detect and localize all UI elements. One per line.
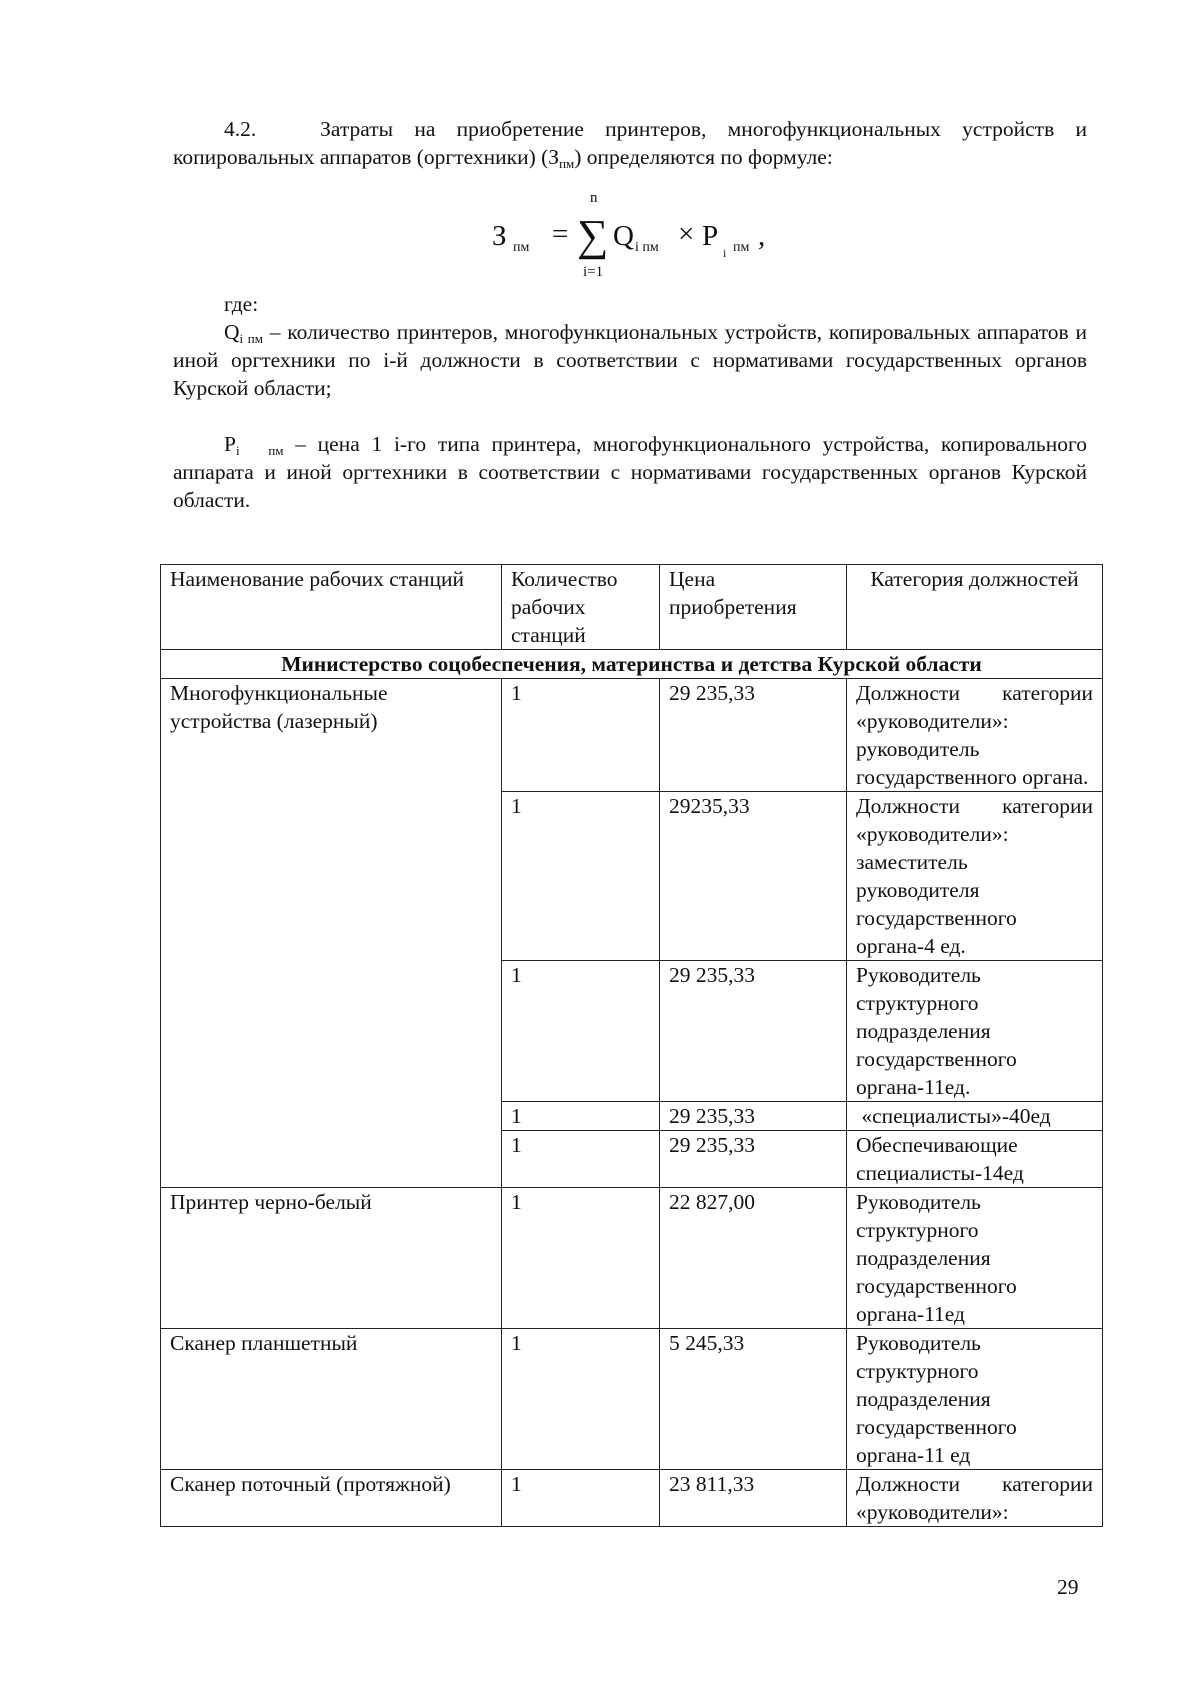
item-price: 29235,33 bbox=[660, 792, 847, 961]
formula-p-sub-pm: пм bbox=[733, 240, 750, 255]
def-p-sub: i пм bbox=[235, 443, 284, 458]
formula-p: P bbox=[702, 220, 719, 252]
header-quantity: Количество рабочих станций bbox=[502, 565, 660, 650]
item-price: 29 235,33 bbox=[660, 961, 847, 1102]
item-qty: 1 bbox=[502, 1470, 660, 1527]
header-price: Цена приобретения bbox=[660, 565, 847, 650]
formula-lhs-sub: пм bbox=[513, 240, 530, 255]
def-q-symbol: Q bbox=[224, 320, 240, 344]
item-price: 5 245,33 bbox=[660, 1329, 847, 1470]
item-qty: 1 bbox=[502, 1131, 660, 1188]
item-category: Должности категории «руководители»: руководитель государственного органа. bbox=[847, 679, 1103, 792]
formula-times: × bbox=[678, 218, 695, 250]
table-row bbox=[161, 1470, 1103, 1527]
formula-sum-lower: i=1 bbox=[583, 264, 604, 280]
clause-number: 4.2. bbox=[224, 117, 257, 141]
formula-q: Q bbox=[613, 220, 634, 252]
table-header-row bbox=[161, 565, 1103, 650]
item-qty: 1 bbox=[502, 792, 660, 961]
section-title: Министерство соцобеспечения, материнства и детства Курской области bbox=[161, 650, 1103, 679]
item-category: Руководитель структурного подразделения государственного органа-11ед. bbox=[847, 961, 1103, 1102]
def-q-sub: i пм bbox=[239, 331, 263, 346]
item-name: Сканер планшетный bbox=[161, 1329, 502, 1470]
header-name: Наименование рабочих станций bbox=[161, 565, 502, 650]
item-name: Сканер поточный (протяжной) bbox=[161, 1470, 502, 1527]
item-qty: 1 bbox=[502, 961, 660, 1102]
sigma-icon: ∑ bbox=[577, 211, 609, 260]
item-price: 22 827,00 bbox=[660, 1188, 847, 1329]
section-row bbox=[161, 650, 1103, 679]
item-category: Руководитель структурного подразделения государственного органа-11ед bbox=[847, 1188, 1103, 1329]
equipment-table bbox=[160, 564, 1103, 1527]
intro-subscript: пм bbox=[559, 156, 575, 171]
item-qty: 1 bbox=[502, 1188, 660, 1329]
item-price: 29 235,33 bbox=[660, 1102, 847, 1131]
page-number: 29 bbox=[1057, 1575, 1079, 1599]
table-row bbox=[161, 1329, 1103, 1470]
formula-lhs: З bbox=[492, 220, 507, 252]
item-qty: 1 bbox=[502, 679, 660, 792]
item-name: Принтер черно-белый bbox=[161, 1188, 502, 1329]
header-category: Категория должностей bbox=[847, 565, 1103, 650]
item-qty: 1 bbox=[502, 1329, 660, 1470]
item-name: Многофункциональные устройства (лазерный) bbox=[161, 679, 502, 1188]
item-category: Должности категории «руководители»: заместитель руководителя государственного органа-4 ед. bbox=[847, 792, 1103, 961]
item-category: «специалисты»-40ед bbox=[847, 1102, 1103, 1131]
intro-text-end: ) определяются по формуле: bbox=[574, 145, 833, 169]
formula-comma: , bbox=[758, 220, 766, 252]
intro-paragraph bbox=[173, 115, 1087, 171]
definition-q bbox=[173, 318, 1087, 402]
definition-p bbox=[173, 430, 1087, 514]
cost-formula bbox=[480, 190, 810, 288]
item-price: 23 811,33 bbox=[660, 1470, 847, 1527]
item-qty: 1 bbox=[502, 1102, 660, 1131]
item-category: Должности категории «руководители»: bbox=[847, 1470, 1103, 1527]
item-category: Руководитель структурного подразделения государственного органа-11 ед bbox=[847, 1329, 1103, 1470]
formula-q-sub: i пм bbox=[635, 240, 659, 255]
item-price: 29 235,33 bbox=[660, 679, 847, 792]
item-price: 29 235,33 bbox=[660, 1131, 847, 1188]
def-p-text: – цена 1 i-го типа принтера, многофункционального устройства, копировального аппарата и иной оргтехники в соответствии с нормативами государственных органов Курской области. bbox=[173, 432, 1087, 512]
item-category: Обеспечивающие специалисты-14ед bbox=[847, 1131, 1103, 1188]
def-p-symbol: P bbox=[224, 432, 236, 456]
intro-text: Затраты на приобретение принтеров, многофункциональных устройств и копировальных аппаратов (оргтехники) (З bbox=[173, 117, 1088, 169]
table-row bbox=[161, 679, 1103, 792]
table-row bbox=[161, 1188, 1103, 1329]
def-q-text: – количество принтеров, многофункциональных устройств, копировальных аппаратов и иной оргтехники по i-й должности в соответствии с нормативами государственных органов Курской области; bbox=[173, 320, 1087, 400]
formula-sum-upper: n bbox=[590, 190, 598, 206]
formula-p-sub-i: i bbox=[723, 246, 727, 260]
where-label: где: bbox=[224, 292, 259, 316]
formula-equals: = bbox=[552, 218, 569, 250]
